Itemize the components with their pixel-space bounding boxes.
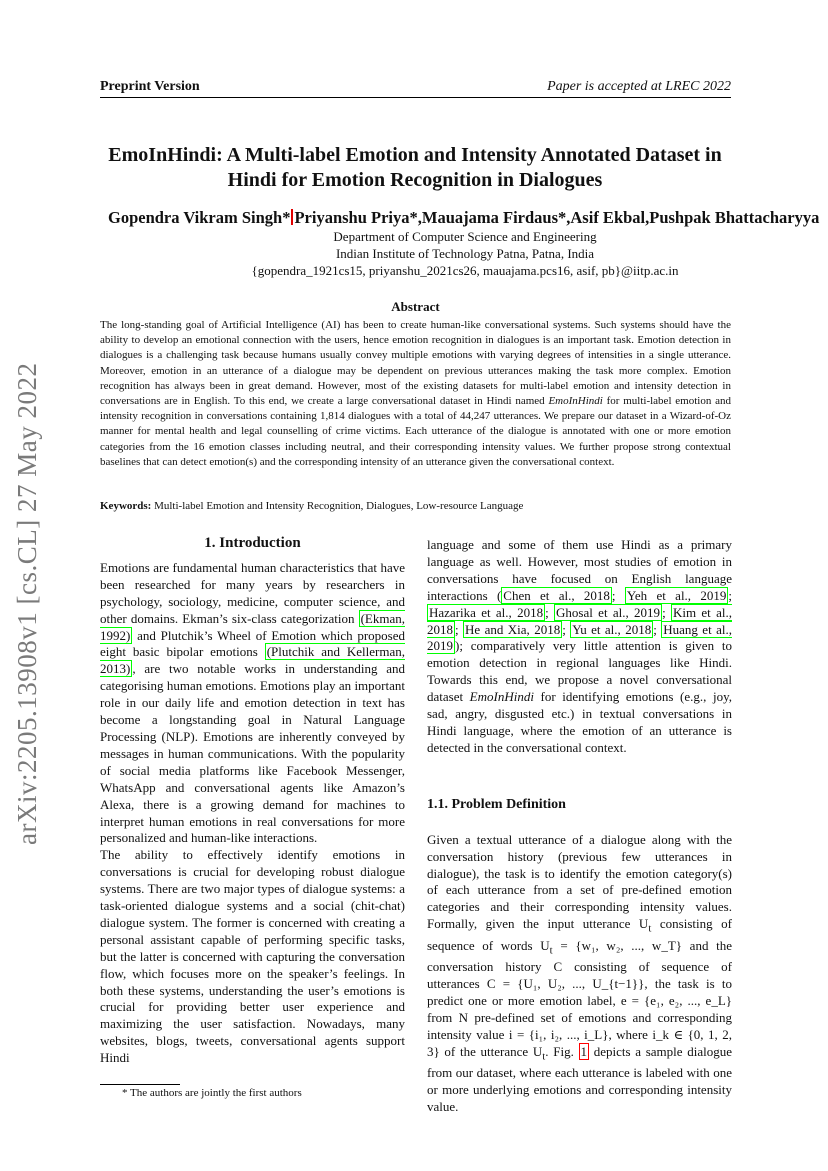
problem-heading: 1.1. Problem Definition bbox=[427, 796, 566, 812]
keywords-label: Keywords: bbox=[100, 500, 152, 512]
intro-r-c: for identifying emotions (e.g., joy, sad, angry, disgusted etc.) in textual conversations in Hindi language, where the emotion of an utterance is detected in the conversational context. bbox=[427, 689, 732, 755]
cite-huang[interactable]: Huang et al., 2019 bbox=[427, 621, 732, 654]
cite-sep: ; bbox=[562, 621, 571, 637]
subscript-t: t bbox=[648, 922, 652, 935]
intro-paragraph-3 bbox=[427, 537, 732, 757]
author-list bbox=[108, 208, 828, 228]
affiliation bbox=[100, 228, 828, 279]
problem-paragraph bbox=[427, 832, 732, 1116]
affiliation-emails: {gopendra_1921cs15, priyanshu_2021cs26, mauajama.pcs16, asif, pb}@iitp.ac.in bbox=[251, 263, 679, 278]
header-rule bbox=[100, 97, 731, 98]
intro-paragraph-2: The ability to effectively identify emotions in conversations is crucial for developing robust dialogue systems. There are two major types of dialogue systems: a task-oriented dialogue systems and a social (chit-chat) dialogue system. The former is concerned with creating a personal assistant capable of performing specific tasks, but the latter is concerned with capturing the conversation flow, which focuses more on the speaker’s feelings. In both these systems, understanding the user’s emotions is crucial for providing better user experience and maximizing the user satisfaction. Nowadays, many websites, blogs, tweets, conversational agents support Hindi bbox=[100, 847, 405, 1066]
problem-part-a3: = {w₁, w₂, ..., w_T} and the conversation history C consisting of sequence of utterances C = {U₁, U₂, ..., U_{t−1}}, the task is to predict one or more emotion label, e = {e₁, e₂, ..., e_L} from N pre-defined set of emotions and corresponding intensity value i = {i₁, i₂, ..., i_L}, where i_k ∈ {0, 1, 2, 3} of the utterance U bbox=[427, 937, 732, 1059]
footnote: * The authors are jointly the first authors bbox=[122, 1087, 302, 1099]
subscript-t: t bbox=[549, 944, 553, 957]
intro-p1-c: , are two notable works in understanding and categorising human emotions. Emotions play an important role in our daily life and emotion detection in text has become a longstanding goal in Natural Language Processing (NLP). Emotions are inherently conveyed by messages in human communications. With the popularity of social media platforms like Facebook Messenger, WhatsApp and conversational agents like Amazon’s Alexa, there is a growing demand for machines to interpret human emotions in real conversations for more personalized and human-like interactions. bbox=[100, 661, 405, 846]
header-right: Paper is accepted at LREC 2022 bbox=[547, 79, 731, 94]
cite-yeh[interactable]: Yeh et al., 2019 bbox=[626, 587, 727, 603]
abstract-dataset-name: EmoInHindi bbox=[548, 395, 603, 408]
cite-ghosal[interactable]: Ghosal et al., 2019 bbox=[556, 604, 661, 620]
affiliation-dept: Department of Computer Science and Engineering bbox=[333, 229, 597, 244]
cite-sep: ; bbox=[545, 604, 555, 620]
cite-ekman[interactable]: (Ekman, 1992) bbox=[100, 610, 405, 643]
arxiv-stamp: arXiv:2205.13908v1 [cs.CL] 27 May 2022 bbox=[12, 362, 42, 845]
intro-p1-b: and Plutchik’s Wheel of Emotion which proposed eight basic bipolar emotions bbox=[100, 627, 405, 660]
cite-hazarika[interactable]: Hazarika et al., 2018 bbox=[429, 604, 544, 620]
keywords bbox=[100, 500, 731, 512]
cite-sep: ; bbox=[662, 604, 671, 620]
header-left: Preprint Version bbox=[100, 79, 200, 94]
intro-r-a: language and some of them use Hindi as a primary language as well. However, most studies of emotion in conversations have focused on English language interactions ( bbox=[427, 537, 732, 603]
cite-yu[interactable]: Yu et al., 2018 bbox=[572, 621, 652, 637]
abstract-part-b: for multi-label emotion and intensity recognition in conversations containing 1,814 dialogues with a total of 44,247 utterances. We prepare our dataset in a Wizard-of-Oz manner for mental health and legal counselling of crime victims. Each utterance of the dialogue is annotated with one or more emotion categories from the 16 emotion classes including neutral, and their corresponding intensity values. We further propose strong contextual baselines that can detect emotion(s) and the corresponding intensity of an utterance given the conversational context. bbox=[100, 395, 731, 468]
footnote-rule bbox=[100, 1084, 180, 1085]
author-first[interactable]: Gopendra Vikram Singh* bbox=[108, 208, 291, 227]
abstract-heading: Abstract bbox=[391, 299, 440, 314]
intro-dataset-name: EmoInHindi bbox=[469, 689, 534, 705]
cite-he[interactable]: He and Xia, 2018 bbox=[465, 621, 561, 637]
author-rest: Priyanshu Priya*,Mauajama Firdaus*,Asif Ekbal,Pushpak Bhattacharyya bbox=[294, 208, 820, 227]
problem-part-a2: consisting of sequence of words U bbox=[427, 916, 732, 953]
cite-sep: ; bbox=[653, 621, 662, 637]
cite-sep: ; bbox=[455, 621, 464, 637]
intro-p1-a: Emotions are fundamental human characteristics that have been researched for many years by researchers in psychology, sociology, medicine, computer science, and other domains. Ekman’s six-class categorization bbox=[100, 559, 405, 626]
problem-part-c: depicts a sample dialogue from our dataset, where each utterance is labeled with one or more underlying emotions and corresponding intensity value. bbox=[427, 1043, 732, 1115]
cite-sep: ; bbox=[611, 587, 625, 603]
keywords-text: Multi-label Emotion and Intensity Recognition, Dialogues, Low-resource Language bbox=[151, 500, 524, 512]
left-column bbox=[100, 535, 405, 1067]
problem-part-a: Given a textual utterance of a dialogue along with the conversation history (previous few utterances in dialogue), the task is to identify the emotion category(s) of each utterance from a set of pre-defined emotion categories and their corresponding intensity values. Formally, given the input utterance U bbox=[427, 831, 732, 932]
intro-heading: 1. Introduction bbox=[204, 535, 301, 551]
subscript-t: t bbox=[542, 1050, 546, 1063]
abstract-part-a: The long-standing goal of Artificial Intelligence (AI) has been to create human-like conversational systems. Such systems should have the ability to develop an emotional connection with the users, hence emotion recognition in dialogues is an important task. Emotion detection in dialogues is a challenging task because humans usually convey multiple emotions with varying degrees of intensities in a single utterance. Moreover, emotion in an utterance of a dialogue may be dependent on previous utterances making the task more complex. Emotion recognition has always been in great demand. However, most of the existing datasets for multi-label emotion and intensity detection in conversations are in English. To this end, we create a large conversational dataset in Hindi named bbox=[100, 319, 731, 408]
intro-paragraph-1 bbox=[100, 560, 405, 847]
intro-r-b: ); comparatively very little attention is given to emotion detection in regional languages like Hindi. Towards this end, we propose a novel conversational dataset bbox=[427, 638, 732, 705]
problem-part-b: . Fig. bbox=[545, 1043, 579, 1059]
paper-title: EmoInHindi: A Multi-label Emotion and Intensity Annotated Dataset in Hindi for Emotion Recognition in Dialogues bbox=[108, 144, 722, 191]
cite-sep: ; bbox=[728, 587, 732, 603]
affiliation-inst: Indian Institute of Technology Patna, Patna, India bbox=[335, 246, 595, 261]
right-column bbox=[427, 537, 732, 1116]
figure-ref-1[interactable]: 1 bbox=[580, 1043, 588, 1059]
abstract-text bbox=[100, 318, 731, 470]
cite-chen[interactable]: Chen et al., 2018 bbox=[503, 587, 610, 603]
cite-plutchik[interactable]: (Plutchik and Kellerman, 2013) bbox=[100, 644, 405, 677]
cite-kim[interactable]: Kim et al., 2018 bbox=[427, 604, 732, 637]
